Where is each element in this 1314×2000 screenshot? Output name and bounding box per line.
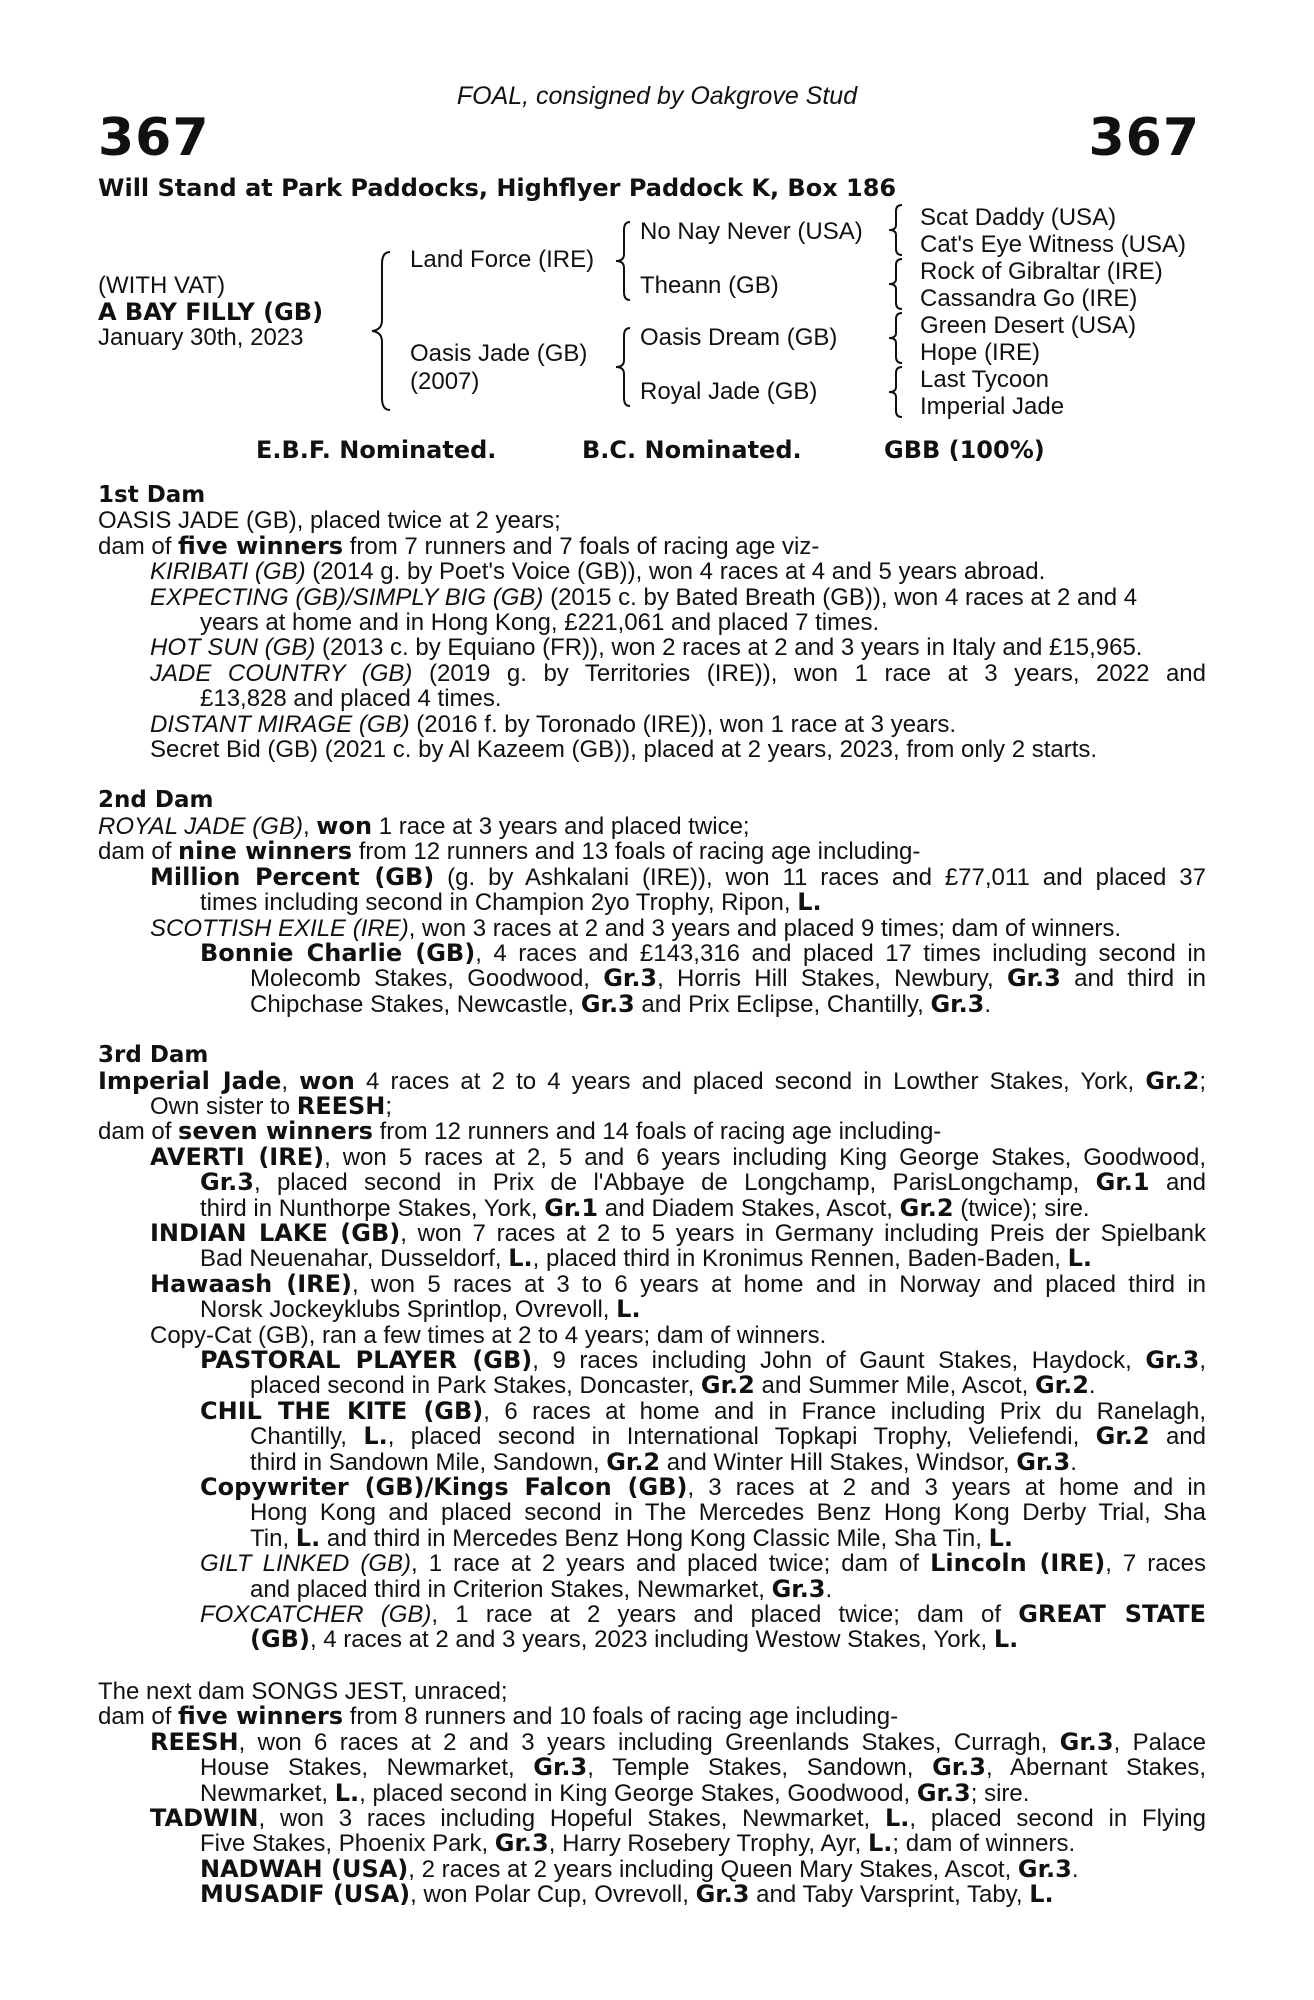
sire-sire: No Nay Never (USA)	[640, 218, 863, 245]
lot-number-left: 367	[98, 108, 210, 168]
catalogue-body	[98, 483, 1206, 1908]
progeny-pastoral-player: PASTORAL PLAYER (GB), 9 races including John of Gaunt Stakes, Haydock, Gr.3,	[200, 1346, 1207, 1374]
sire-name: Land Force (IRE)	[410, 246, 595, 273]
progeny-bonnie-charlie: Bonnie Charlie (GB), 4 races and £143,316 and placed 17 times including second in	[200, 938, 1206, 967]
next-dam-produce-summary: dam of five winners from 8 runners and 10 foals of racing age including-	[98, 1702, 899, 1731]
next-dam-line: The next dam SONGS JEST, unraced;	[98, 1677, 508, 1705]
progeny-jade-country-cont: £13,828 and placed 4 times.	[200, 685, 502, 713]
progeny-distant-mirage: DISTANT MIRAGE (GB) (2016 f. by Toronado (IRE)), won 1 race at 3 years.	[150, 710, 957, 738]
progeny-reesh: REESH, won 6 races at 2 and 3 years including Greenlands Stakes, Curragh, Gr.3, Palace	[150, 1727, 1206, 1756]
sire-brace	[612, 220, 636, 302]
progeny-million-percent-cont: times including second in Champion 2yo Trophy, Ripon, L.	[200, 888, 822, 917]
progeny-averti-cont-1: Gr.3, placed second in Prix de l'Abbaye de Longchamp, ParisLongchamp, Gr.1 and	[200, 1168, 1206, 1197]
progeny-copywriter: Copywriter (GB)/Kings Falcon (GB), 3 races at 2 and 3 years at home and in	[200, 1473, 1207, 1502]
progeny-indian-lake-cont: Bad Neuenahar, Dusseldorf, L., placed third in Kronimus Rennen, Baden-Baden, L.	[200, 1244, 1093, 1273]
progeny-hawaash: Hawaash (IRE), won 5 races at 3 to 6 years at home and in Norway and placed third in	[150, 1269, 1207, 1298]
grandsire-5: Green Desert (USA)	[920, 312, 1137, 339]
dam-sire: Oasis Dream (GB)	[640, 324, 838, 351]
ebf-nomination: E.B.F. Nominated.	[256, 436, 497, 464]
second-dam-line: ROYAL JADE (GB), won 1 race at 3 years and placed twice;	[98, 811, 750, 840]
gbb-rating: GBB (100%)	[884, 436, 1045, 464]
grandsire-1: Scat Daddy (USA)	[920, 204, 1117, 231]
progeny-nadwah: NADWAH (USA), 2 races at 2 years including Queen Mary Stakes, Ascot, Gr.3.	[200, 1854, 1079, 1883]
brace-g1	[886, 202, 906, 258]
consignment-line: FOAL, consigned by Oakgrove Stud	[456, 82, 858, 110]
progeny-jade-country: JADE COUNTRY (GB) (2019 g. by Territories (IRE)), won 1 race at 3 years, 2022 and	[150, 659, 1207, 687]
lot-title: A BAY FILLY (GB)	[98, 298, 324, 326]
progeny-scottish-exile: SCOTTISH EXILE (IRE), won 3 races at 2 and 3 years and placed 9 times; dam of winners.	[150, 914, 1122, 942]
progeny-gilt-linked-cont: and placed third in Criterion Stakes, Newmarket, Gr.3.	[250, 1574, 833, 1603]
dam-name: Oasis Jade (GB)	[410, 340, 588, 367]
first-dam-produce-summary: dam of five winners from 7 runners and 7 foals of racing age viz-	[98, 531, 820, 560]
progeny-chil-the-kite: CHIL THE KITE (GB), 6 races at home and in France including Prix du Ranelagh,	[200, 1396, 1207, 1425]
lot-number-right: 367	[1088, 108, 1200, 168]
grandsire-3: Rock of Gibraltar (IRE)	[920, 258, 1163, 285]
progeny-bonnie-charlie-cont-1: Molecomb Stakes, Goodwood, Gr.3, Horris Hill Stakes, Newbury, Gr.3 and third in	[250, 964, 1206, 993]
progeny-foxcatcher: FOXCATCHER (GB), 1 race at 2 years and placed twice; dam of GREAT STATE	[200, 1600, 1206, 1629]
progeny-tadwin: TADWIN, won 3 races including Hopeful Stakes, Newmarket, L., placed second in Flying	[150, 1803, 1206, 1832]
third-dam-heading: 3rd Dam	[98, 1042, 209, 1069]
progeny-hot-sun: HOT SUN (GB) (2013 c. by Equiano (FR)), won 2 races at 2 and 3 years in Italy and £15,965.	[150, 634, 1143, 662]
progeny-chil-the-kite-cont-1: Chantilly, L., placed second in International Topkapi Trophy, Veliefendi, Gr.2 and	[250, 1422, 1207, 1451]
brace-g3	[886, 310, 906, 366]
pedigree-brace-main	[368, 250, 398, 412]
progeny-indian-lake: INDIAN LAKE (GB), won 7 races at 2 to 5 years in Germany including Preis der Spielbank	[150, 1218, 1206, 1247]
third-dam-line: Imperial Jade, won 4 races at 2 to 4 years and placed second in Lowther Stakes, York, Gr.2;	[98, 1066, 1206, 1095]
grandsire-2: Cat's Eye Witness (USA)	[920, 231, 1186, 258]
first-dam-line: OASIS JADE (GB), placed twice at 2 years;	[98, 507, 561, 535]
progeny-copy-cat: Copy-Cat (GB), ran a few times at 2 to 4 years; dam of winners.	[150, 1321, 827, 1349]
bc-nomination: B.C. Nominated.	[582, 436, 802, 464]
sire-dam: Theann (GB)	[640, 272, 779, 299]
progeny-copywriter-cont-1: Hong Kong and placed second in The Mercedes Benz Hong Kong Derby Trial, Sha	[250, 1499, 1206, 1527]
progeny-kiribati: KIRIBATI (GB) (2014 g. by Poet's Voice (GB)), won 4 races at 4 and 5 years abroad.	[150, 558, 1046, 586]
progeny-pastoral-player-cont: placed second in Park Stakes, Doncaster, Gr.2 and Summer Mile, Ascot, Gr.2.	[250, 1371, 1096, 1400]
progeny-foxcatcher-cont: (GB), 4 races at 2 and 3 years, 2023 including Westow Stakes, York, L.	[250, 1625, 1019, 1654]
progeny-averti: AVERTI (IRE), won 5 races at 2, 5 and 6 years including King George Stakes, Goodwood,	[150, 1142, 1206, 1171]
progeny-reesh-cont-1: House Stakes, Newmarket, Gr.3, Temple Stakes, Sandown, Gr.3, Abernant Stakes,	[200, 1753, 1207, 1782]
brace-g4	[886, 364, 906, 420]
progeny-secret-bid: Secret Bid (GB) (2021 c. by Al Kazeem (GB)), placed at 2 years, 2023, from only 2 starts.	[150, 736, 1098, 764]
stand-location: Will Stand at Park Paddocks, Highflyer Paddock K, Box 186	[98, 174, 897, 202]
first-dam-heading: 1st Dam	[98, 482, 206, 508]
dam-year: (2007)	[410, 368, 480, 395]
progeny-gilt-linked: GILT LINKED (GB), 1 race at 2 years and placed twice; dam of Lincoln (IRE), 7 races	[200, 1549, 1206, 1578]
progeny-musadif: MUSADIF (USA), won Polar Cup, Ovrevoll, Gr.3 and Taby Varsprint, Taby, L.	[200, 1880, 1054, 1909]
progeny-expecting-cont: years at home and in Hong Kong, £221,061 and placed 7 times.	[200, 609, 880, 637]
dam-brace	[612, 326, 636, 408]
progeny-copywriter-cont-2: Tin, L. and third in Mercedes Benz Hong Kong Classic Mile, Sha Tin, L.	[250, 1523, 1013, 1552]
date-of-birth: January 30th, 2023	[98, 324, 304, 351]
grandsire-7: Last Tycoon	[920, 366, 1049, 393]
brace-g2	[886, 256, 906, 312]
progeny-hawaash-cont: Norsk Jockeyklubs Sprintlop, Ovrevoll, L.	[200, 1295, 641, 1324]
third-dam-sister-note: Own sister to REESH;	[150, 1091, 393, 1120]
dam-dam: Royal Jade (GB)	[640, 378, 818, 405]
progeny-bonnie-charlie-cont-2: Chipchase Stakes, Newcastle, Gr.3 and Prix Eclipse, Chantilly, Gr.3.	[250, 989, 992, 1018]
second-dam-produce-summary: dam of nine winners from 12 runners and 13 foals of racing age including-	[98, 837, 921, 866]
grandsire-4: Cassandra Go (IRE)	[920, 285, 1138, 312]
progeny-averti-cont-2: third in Nunthorpe Stakes, York, Gr.1 and Diadem Stakes, Ascot, Gr.2 (twice); sire.	[200, 1193, 1090, 1222]
vat-note: (WITH VAT)	[98, 272, 226, 299]
progeny-reesh-cont-2: Newmarket, L., placed second in King George Stakes, Goodwood, Gr.3; sire.	[200, 1778, 1030, 1807]
progeny-million-percent: Million Percent (GB) (g. by Ashkalani (IRE)), won 11 races and £77,011 and placed 37	[150, 862, 1206, 891]
second-dam-heading: 2nd Dam	[98, 787, 214, 814]
progeny-chil-the-kite-cont-2: third in Sandown Mile, Sandown, Gr.2 and Winter Hill Stakes, Windsor, Gr.3.	[250, 1447, 1077, 1476]
third-dam-produce-summary: dam of seven winners from 12 runners and 14 foals of racing age including-	[98, 1117, 942, 1146]
grandsire-6: Hope (IRE)	[920, 339, 1041, 366]
progeny-tadwin-cont: Five Stakes, Phoenix Park, Gr.3, Harry Rosebery Trophy, Ayr, L.; dam of winners.	[200, 1829, 1076, 1858]
progeny-expecting: EXPECTING (GB)/SIMPLY BIG (GB) (2015 c. by Bated Breath (GB)), won 4 races at 2 and 4	[150, 583, 1138, 611]
grandsire-8: Imperial Jade	[920, 393, 1065, 420]
